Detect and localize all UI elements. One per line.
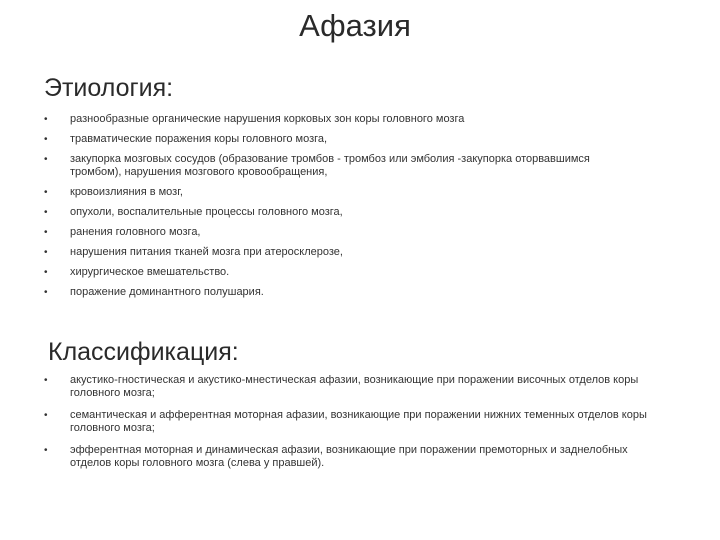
bullet-icon: • [44, 154, 48, 165]
bullet-icon: • [44, 134, 48, 145]
list-item [44, 444, 664, 470]
bullet-icon: • [44, 247, 48, 258]
bullet-icon: • [44, 287, 48, 298]
bullet-icon: • [44, 227, 48, 238]
etiology-heading: Этиология: [44, 74, 174, 102]
list-item [44, 153, 644, 179]
list-item [44, 226, 644, 239]
bullet-icon: • [44, 410, 48, 421]
list-item [44, 374, 664, 400]
list-item-text: опухоли, воспалительные процессы головного мозга, [70, 206, 343, 218]
list-item [44, 186, 644, 199]
list-item-text: нарушения питания тканей мозга при атеросклерозе, [70, 246, 343, 258]
list-item-text: эфферентная моторная и динамическая афазии, возникающие при поражении премоторных и заднелобных отделов коры головного мозга (слева у правшей). [70, 444, 628, 469]
bullet-icon: • [44, 375, 48, 386]
list-item [44, 113, 644, 126]
list-item-text: травматические поражения коры головного мозга, [70, 133, 328, 145]
list-item-text: разнообразные органические нарушения корковых зон коры головного мозга [70, 113, 465, 125]
list-item-text: акустико-гностическая и акустико-мнестическая афазии, возникающие при поражении височных отделов коры головного мозга; [70, 374, 639, 399]
list-item-text: кровоизлияния в мозг, [70, 186, 183, 198]
bullet-icon: • [44, 114, 48, 125]
bullet-icon: • [44, 267, 48, 278]
etiology-list [44, 113, 644, 306]
list-item-text: семантическая и афферентная моторная афазии, возникающие при поражении нижних теменных отделов коры головного мозга; [70, 409, 647, 434]
bullet-icon: • [44, 187, 48, 198]
bullet-icon: • [44, 445, 48, 456]
classification-list [44, 374, 664, 479]
list-item [44, 286, 644, 299]
list-item-text: хирургическое вмешательство. [70, 266, 230, 278]
slide-title: Афазия [299, 8, 411, 43]
list-item-text: ранения головного мозга, [70, 226, 201, 238]
list-item [44, 133, 644, 146]
list-item-text: закупорка мозговых сосудов (образование тромбов - тромбоз или эмболия -закупорка оторвавшимся тромбом), нарушения мозгового кровообращения, [70, 153, 590, 178]
list-item-text: поражение доминантного полушария. [70, 286, 264, 298]
list-item [44, 246, 644, 259]
list-item [44, 409, 664, 435]
bullet-icon: • [44, 207, 48, 218]
list-item [44, 266, 644, 279]
classification-heading: Классификация: [48, 338, 239, 366]
list-item [44, 206, 644, 219]
